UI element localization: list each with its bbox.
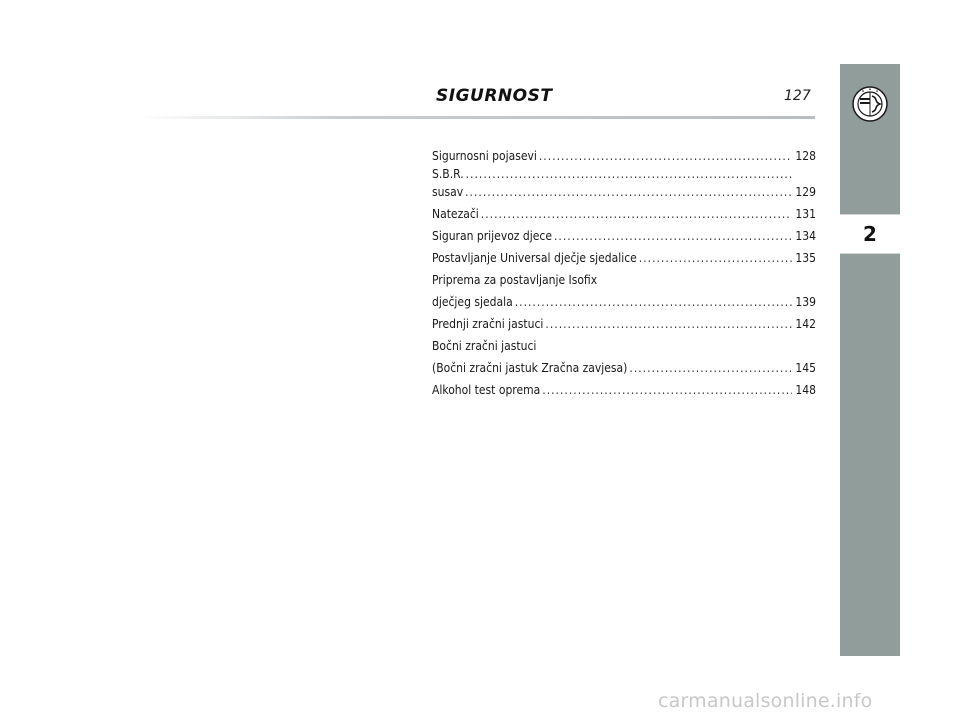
watermark: carmanualsonline.info <box>658 690 873 712</box>
toc-entry-label: Alkohol test oprema <box>432 383 541 397</box>
toc-entry-page: 142 <box>795 317 816 331</box>
toc-entry-page: 135 <box>795 251 816 265</box>
toc-entry[interactable] <box>432 313 816 335</box>
page-title: SIGURNOST <box>436 86 553 106</box>
page-number: 127 <box>784 88 811 104</box>
toc-entry[interactable] <box>432 379 816 401</box>
toc-entry-label: Bočni zračni jastuci <box>432 339 537 353</box>
toc-dot-leader <box>465 181 792 203</box>
toc-entry[interactable] <box>432 145 816 167</box>
toc-dot-leader <box>539 145 792 167</box>
toc-entry[interactable] <box>432 225 816 247</box>
alfa-romeo-logo-icon <box>852 86 888 122</box>
toc-entry-label: Prednji zračni jastuci <box>432 317 544 331</box>
chapter-side-tab <box>840 64 900 656</box>
toc-entry-page: 145 <box>795 361 816 375</box>
toc-entry-label: Priprema za postavljanje Isofix <box>432 273 598 287</box>
toc-entry-label: S.B.R. <box>432 167 464 181</box>
toc-dot-leader <box>554 225 792 247</box>
toc-entry-label: Siguran prijevoz djece <box>432 229 552 243</box>
toc-entry[interactable] <box>432 357 816 379</box>
toc-entry[interactable] <box>432 203 816 225</box>
toc-entry-label: Sigurnosni pojasevi <box>432 149 537 163</box>
toc-entry-label: susav <box>432 185 464 199</box>
toc-entry[interactable] <box>432 167 816 181</box>
toc-entry-label: Postavljanje Universal dječje sjedalice <box>432 251 637 265</box>
table-of-contents <box>432 145 816 401</box>
toc-entry[interactable] <box>432 181 816 203</box>
toc-dot-leader <box>545 313 792 335</box>
toc-dot-leader <box>515 291 792 313</box>
chapter-number: 2 <box>863 222 877 246</box>
toc-dot-leader <box>542 379 792 401</box>
toc-dot-leader <box>639 247 792 269</box>
toc-entry-page: 134 <box>795 229 816 243</box>
toc-entry-page: 139 <box>795 295 816 309</box>
toc-entry[interactable] <box>432 335 816 357</box>
toc-entry-page: 131 <box>795 207 816 221</box>
toc-entry-label: dječjeg sjedala <box>432 295 513 309</box>
chapter-box <box>840 214 900 254</box>
toc-entry-page: 148 <box>795 383 816 397</box>
toc-dot-leader <box>629 357 792 379</box>
toc-dot-leader <box>481 203 792 225</box>
toc-entry[interactable] <box>432 247 816 269</box>
toc-dot-leader <box>466 167 792 181</box>
toc-entry[interactable] <box>432 291 816 313</box>
toc-entry[interactable] <box>432 269 816 291</box>
header-divider <box>140 116 815 119</box>
toc-entry-page: 129 <box>795 185 816 199</box>
toc-entry-label: (Bočni zračni jastuk Zračna zavjesa) <box>432 361 628 375</box>
toc-entry-page: 128 <box>795 149 816 163</box>
toc-entry-label: Natezači <box>432 207 479 221</box>
